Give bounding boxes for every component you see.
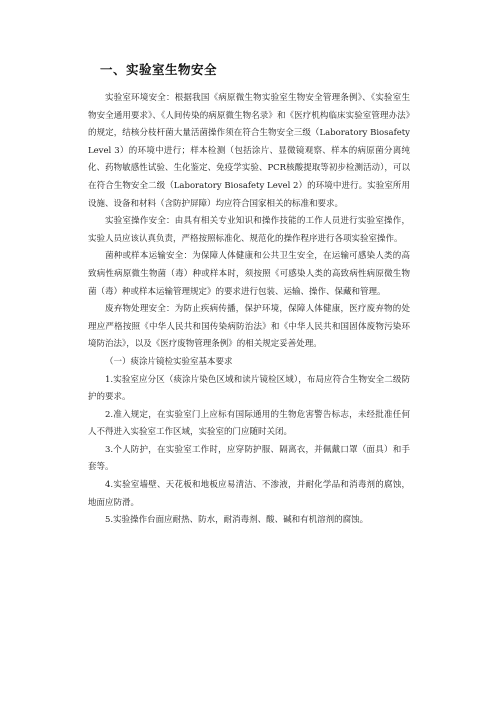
section-title: 一、实验室生物安全 bbox=[100, 62, 218, 77]
paragraph-operation-safety: 实验室操作安全：由具有相关专业知识和操作技能的工作人员进行实验室操作，实验人员应该认真负责，严格按照标准化、规范化的操作程序进行各项实验室操作。 bbox=[88, 216, 410, 244]
document-body bbox=[88, 90, 410, 530]
paragraph-waste-safety: 废弃物处理安全：为防止疾病传播，保护环境，保障人体健康，医疗废弃物的处理应严格按照《中华人民共和国传染病防治法》和《中华人民共和国固体废物污染环境防治法》，以及《医疗废物管理条例》的相关规定妥善处理。 bbox=[88, 304, 410, 350]
requirement-item: 5.实验操作台面应耐热、防水，耐消毒剂、酸、碱和有机溶剂的腐蚀。 bbox=[105, 515, 369, 526]
requirement-item: 4.实验室墙壁、天花板和地板应易清洁、不渗液，并耐化学品和消毒剂的腐蚀，地面应防滑。 bbox=[88, 480, 410, 508]
requirement-item: 2.准入规定，在实验室门上应标有国际通用的生物危害警告标志，未经批准任何人不得进入实验室工作区域，实验室的门应随时关闭。 bbox=[88, 409, 410, 438]
paragraph-environment-safety: 实验室环境安全：根据我国《病原微生物实验室生物安全管理条例》、《实验室生物安全通用要求》、《人间传染的病原微生物名录》和《医疗机构临床实验室管理办法》的规定，结核分枝杆菌大量活菌操作须在符合生物安全三级（Laboratory Biosafety Level 3）的环境中进行；样本检测（包括涂片、显微镜观察、样本的病原菌分离纯化、药物敏感性试验、生化鉴定、免疫学实验、PCR核酸提取等初步检测活动），可以在符合生物安全二级（Laboratory Biosafety Level 2）的环境中进行。实验室所用设施、设备和材料（含防护屏障）均应符合国家相关的标准和要求。 bbox=[88, 93, 410, 209]
requirement-item: 3.个人防护，在实验室工作时，应穿防护服、隔离衣，并佩戴口罩（面具）和手套等。 bbox=[88, 444, 410, 473]
requirement-item: 1.实验室应分区（痰涂片染色区域和读片镜检区域），布局应符合生物安全二级防护的要求。 bbox=[88, 374, 410, 403]
paragraph-transport-safety: 菌种或样本运输安全：为保障人体健康和公共卫生安全，在运输可感染人类的高致病性病原微生物菌（毒）种或样本时，须按照《可感染人类的高致病性病原微生物菌（毒）种或样本运输管理规定》的要求进行包装、运输、操作、保藏和管理。 bbox=[88, 251, 410, 297]
subsection-title: （一）痰涂片镜检实验室基本要求 bbox=[105, 356, 233, 367]
